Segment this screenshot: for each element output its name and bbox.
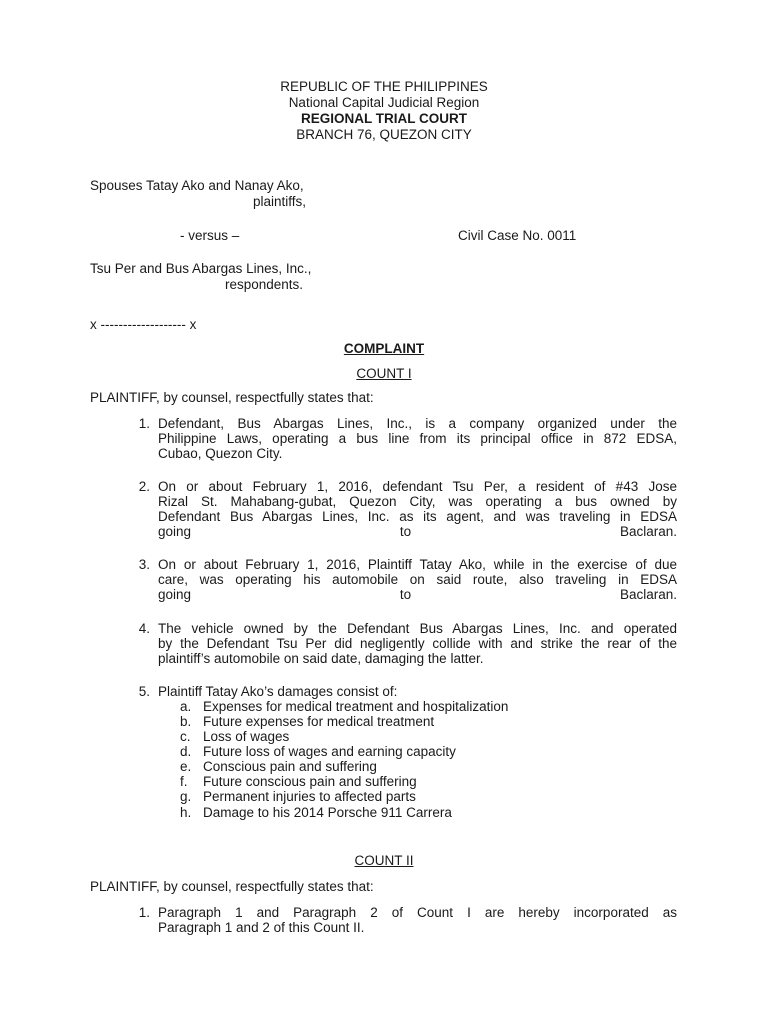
header-branch: BRANCH 76, QUEZON CITY [296, 127, 472, 142]
paragraph-line: plaintiff’s automobile on said date, damaging the latter. [158, 651, 484, 666]
paragraph-1 [158, 416, 677, 461]
count-1-intro: PLAINTIFF, by counsel, respectfully states that: [90, 390, 374, 405]
paragraph-line: On or about February 1, 2016, Plaintiff Tatay Ako, while in the exercise of due [158, 557, 677, 572]
paragraph-line: Paragraph 1 and 2 of this Count II. [158, 920, 365, 935]
paragraph-line: Rizal St. Mahabang-gubat, Quezon City, was operating a bus owned by [158, 494, 677, 509]
case-number: Civil Case No. 0011 [458, 228, 577, 243]
list-item: Damage to his 2014 Porsche 911 Carrera [203, 805, 452, 820]
paragraph-line: On or about February 1, 2016, defendant Tsu Per, a resident of #43 Jose [158, 479, 677, 494]
caption-separator: x ------------------- x [90, 317, 197, 332]
list-item-letter: c. [180, 729, 191, 744]
paragraph-line: Cubao, Quezon City. [158, 446, 283, 461]
paragraph-line: Defendant Bus Abargas Lines, Inc. as its agent, and was traveling in EDSA [158, 509, 677, 524]
paragraph-line: Philippine Laws, operating a bus line from its principal office in 872 EDSA, [158, 431, 677, 446]
list-item: Expenses for medical treatment and hospitalization [203, 699, 509, 714]
header-region: National Capital Judicial Region [288, 95, 480, 110]
list-item-letter: a. [180, 699, 192, 714]
list-item-letter: f. [180, 774, 188, 789]
paragraph-line: The vehicle owned by the Defendant Bus Abargas Lines, Inc. and operated [158, 621, 677, 636]
list-item: Future expenses for medical treatment [203, 714, 435, 729]
list-item: Conscious pain and suffering [203, 759, 377, 774]
paragraph-line: by the Defendant Tsu Per did negligently collide with and strike the rear of the [158, 636, 677, 651]
paragraph-line: going to Baclaran. [158, 587, 677, 602]
header-republic: REPUBLIC OF THE PHILIPPINES [280, 79, 488, 94]
list-item-letter: b. [180, 714, 192, 729]
list-item: Loss of wages [203, 729, 290, 744]
paragraph-3 [158, 557, 677, 602]
list-item-letter: e. [180, 759, 192, 774]
respondents-name: Tsu Per and Bus Abargas Lines, Inc., [90, 261, 312, 276]
count-2-heading: COUNT II [354, 853, 414, 868]
paragraph-line: Plaintiff Tatay Ako’s damages consist of: [158, 684, 398, 699]
paragraph-line: Paragraph 1 and Paragraph 2 of Count I are hereby incorporated as [158, 905, 677, 920]
paragraph-number: 3. [138, 557, 150, 572]
paragraph-number: 5. [138, 684, 150, 699]
paragraph-number: 1. [138, 416, 150, 431]
respondents-label: respondents. [225, 277, 304, 292]
header-court: REGIONAL TRIAL COURT [300, 111, 467, 126]
list-item: Future loss of wages and earning capacity [203, 744, 456, 759]
list-item-letter: h. [180, 805, 192, 820]
count-1-heading: COUNT I [356, 366, 412, 381]
list-item-letter: d. [180, 744, 192, 759]
paragraph-5 [158, 684, 677, 699]
document-title: COMPLAINT [343, 341, 425, 356]
paragraph-line: going to Baclaran. [158, 524, 677, 539]
versus-label: - versus – [180, 228, 240, 243]
list-item-letter: g. [180, 789, 192, 804]
paragraph-line: care, was operating his automobile on said route, also traveling in EDSA [158, 572, 677, 587]
list-item: Future conscious pain and suffering [203, 774, 417, 789]
paragraph-number: 1. [138, 905, 150, 920]
plaintiffs-label: plaintiffs, [253, 194, 307, 209]
count-2-paragraph-1 [158, 905, 677, 935]
paragraph-2 [158, 479, 677, 539]
paragraph-line: Defendant, Bus Abargas Lines, Inc., is a company organized under the [158, 416, 677, 431]
paragraph-4 [158, 621, 677, 666]
list-item: Permanent injuries to affected parts [203, 789, 416, 804]
paragraph-number: 4. [138, 621, 150, 636]
plaintiffs-name: Spouses Tatay Ako and Nanay Ako, [90, 178, 304, 193]
count-2-intro: PLAINTIFF, by counsel, respectfully states that: [90, 879, 374, 894]
paragraph-number: 2. [138, 479, 150, 494]
